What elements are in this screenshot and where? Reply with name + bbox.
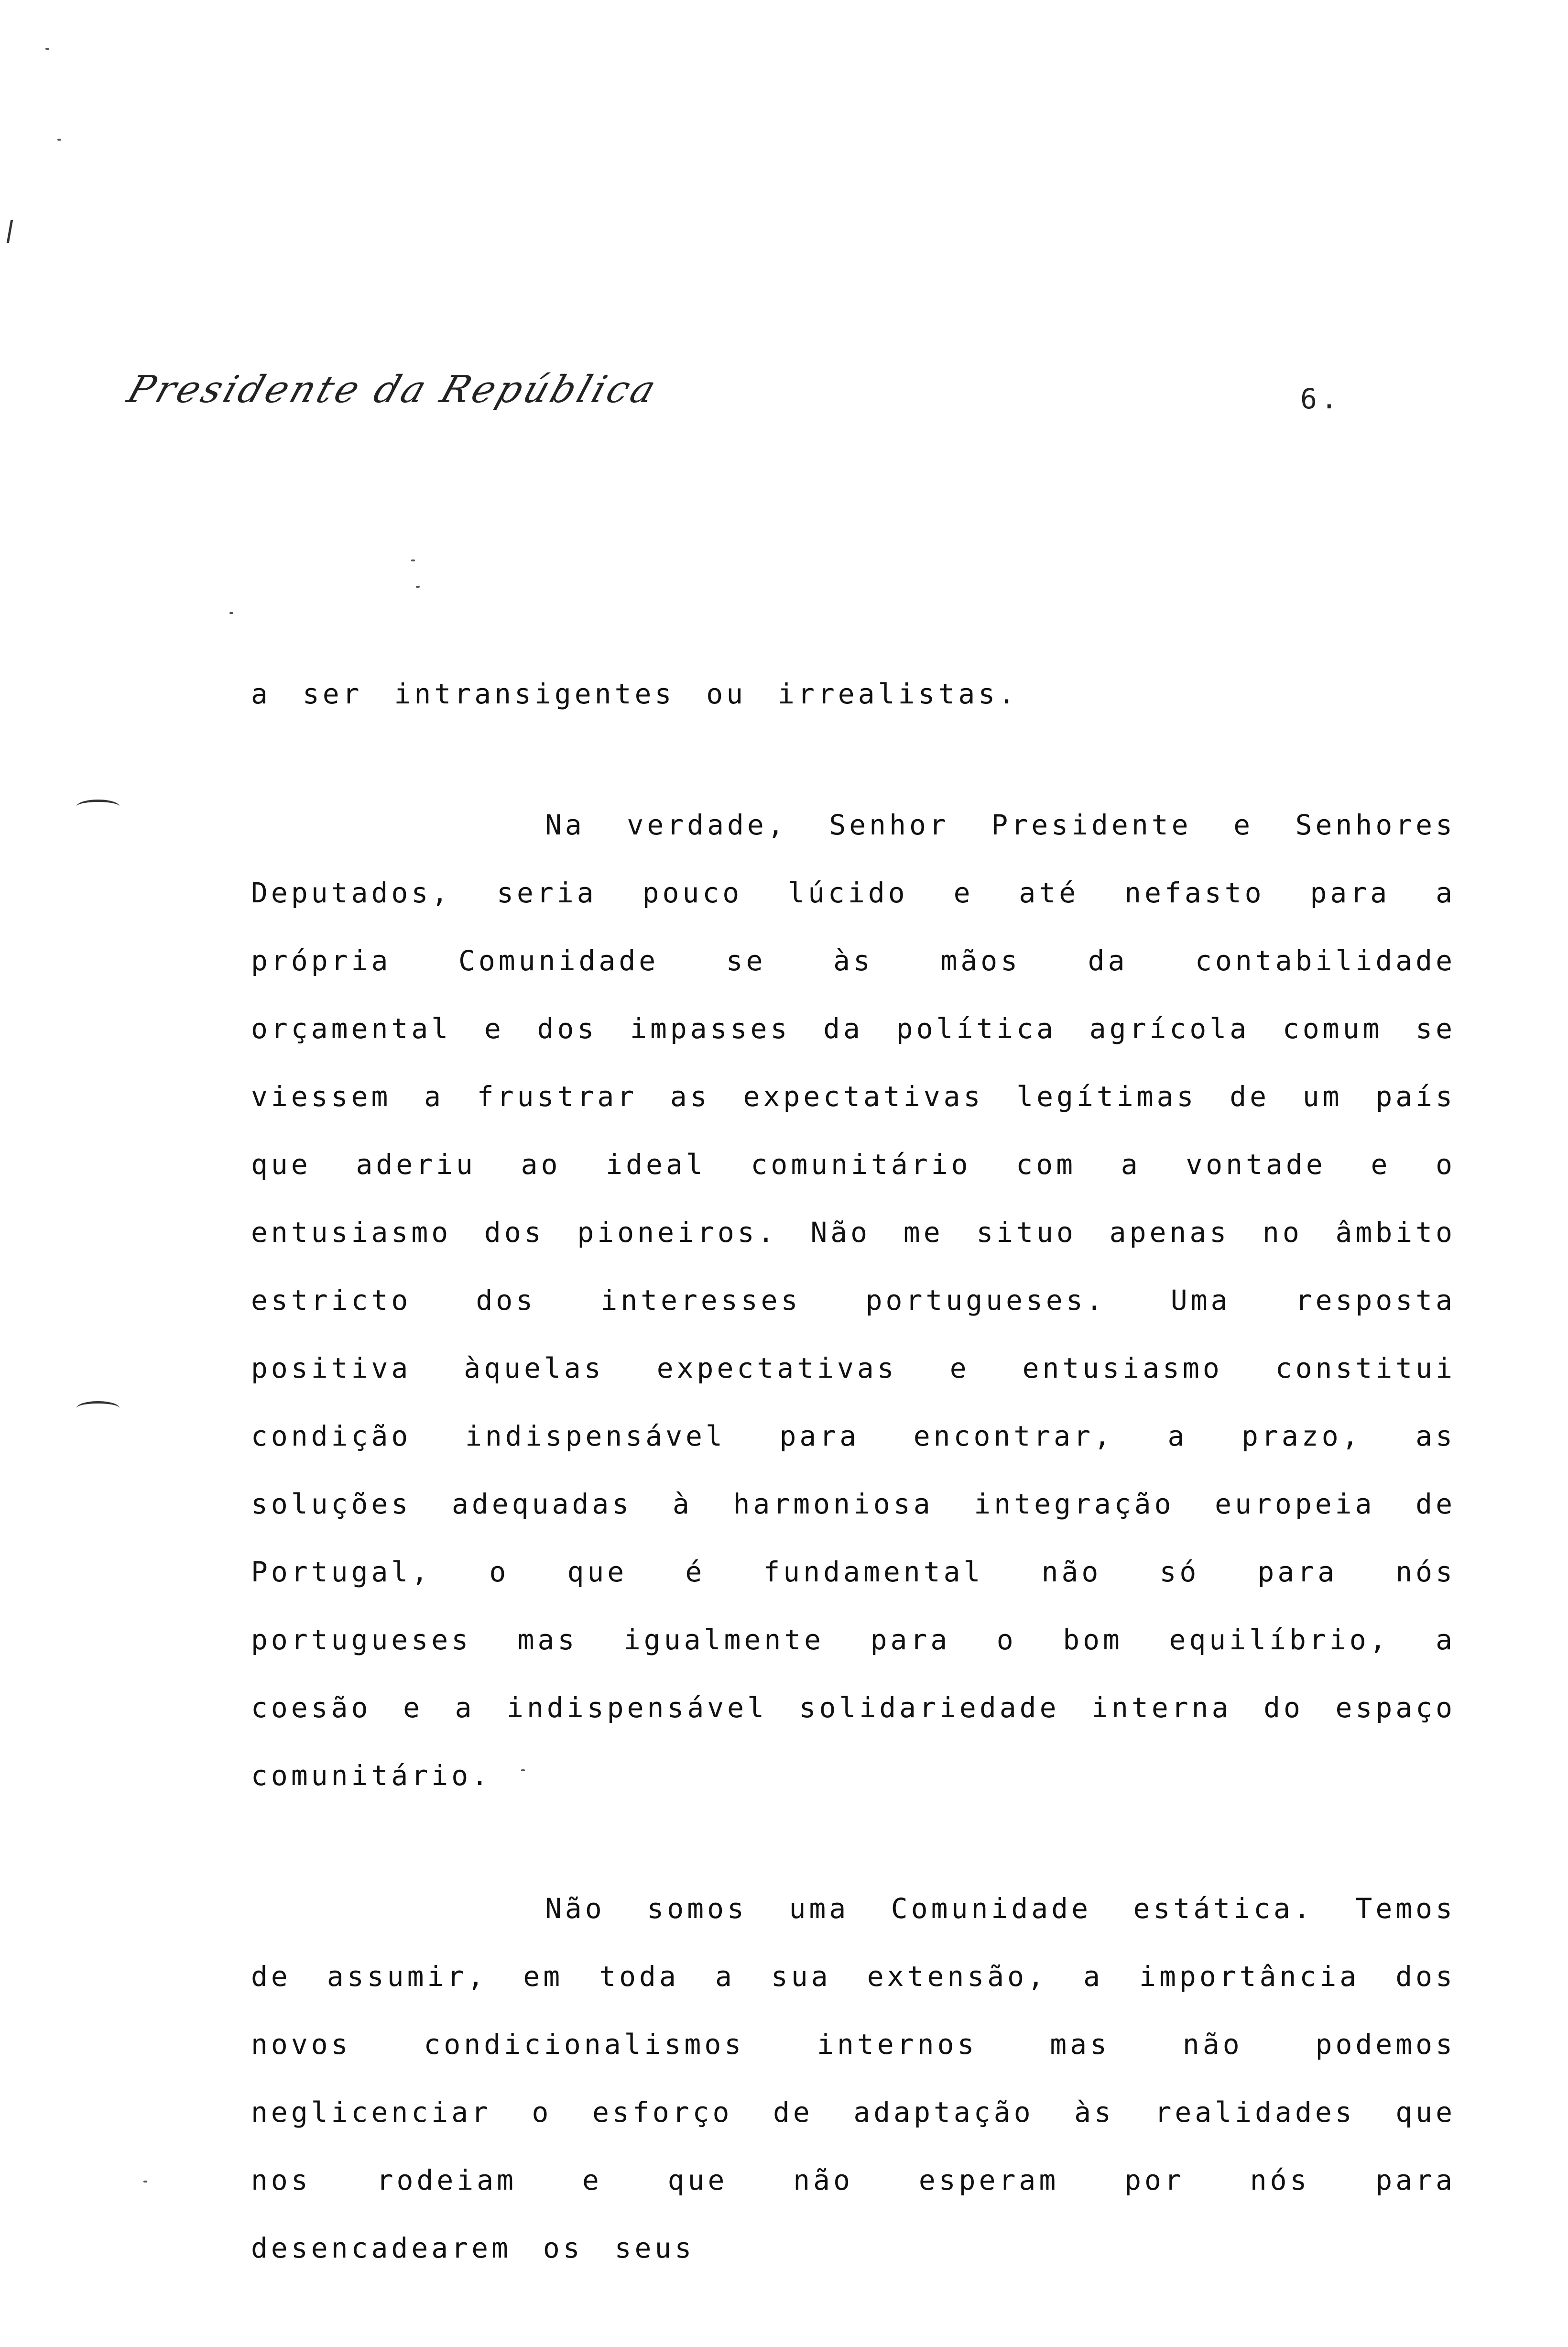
paragraph: Na verdade, Senhor Presidente e Senhores Deputados, seria pouco lúcido e até nefasto para a própria Comunidade se às mãos da contabilidade orçamental e dos impasses da política agrícola comum se viessem a frustrar as expectativas legítimas de um país que aderiu ao ideal comunitário com a vontade e o entusiasmo dos pioneiros. Não me situo apenas no âmbito estricto dos interesses portugueses. Uma resposta positiva àquelas expectativas e entusiasmo constitui condição indispensável para encontrar, a prazo, as soluções adequadas à harmoniosa integração europeia de Portugal, o que é fundamental não só para nós portugueses mas igualmente para o bom equilíbrio, a coesão e a indispensável solidariedade interna do espaço comunitário. <box>251 809 1456 1792</box>
handwritten-header-note: Presidente da República <box>122 368 664 411</box>
scan-speck <box>229 612 233 614</box>
page-number: 6. <box>1300 383 1341 415</box>
scan-speck <box>411 559 415 561</box>
paragraph: Não somos uma Comunidade estática. Temos de assumir, em toda a sua extensão, a importância dos novos condicionalismos internos mas não podemos neglicenciar o esforço de adaptação às realidades que nos rodeiam e que não esperam por nós para desencadearem os seus <box>251 1892 1456 2264</box>
margin-tick-mark <box>7 220 13 243</box>
margin-bracket-mark <box>76 800 120 813</box>
document-body <box>251 660 1456 2347</box>
margin-bracket-mark <box>76 1401 120 1415</box>
scan-speck <box>45 48 49 50</box>
paragraph-continuation: a ser intransigentes ou irrealistas. <box>251 678 1019 710</box>
scan-speck <box>57 139 61 141</box>
scan-speck <box>143 2181 147 2182</box>
scan-speck <box>416 586 420 588</box>
